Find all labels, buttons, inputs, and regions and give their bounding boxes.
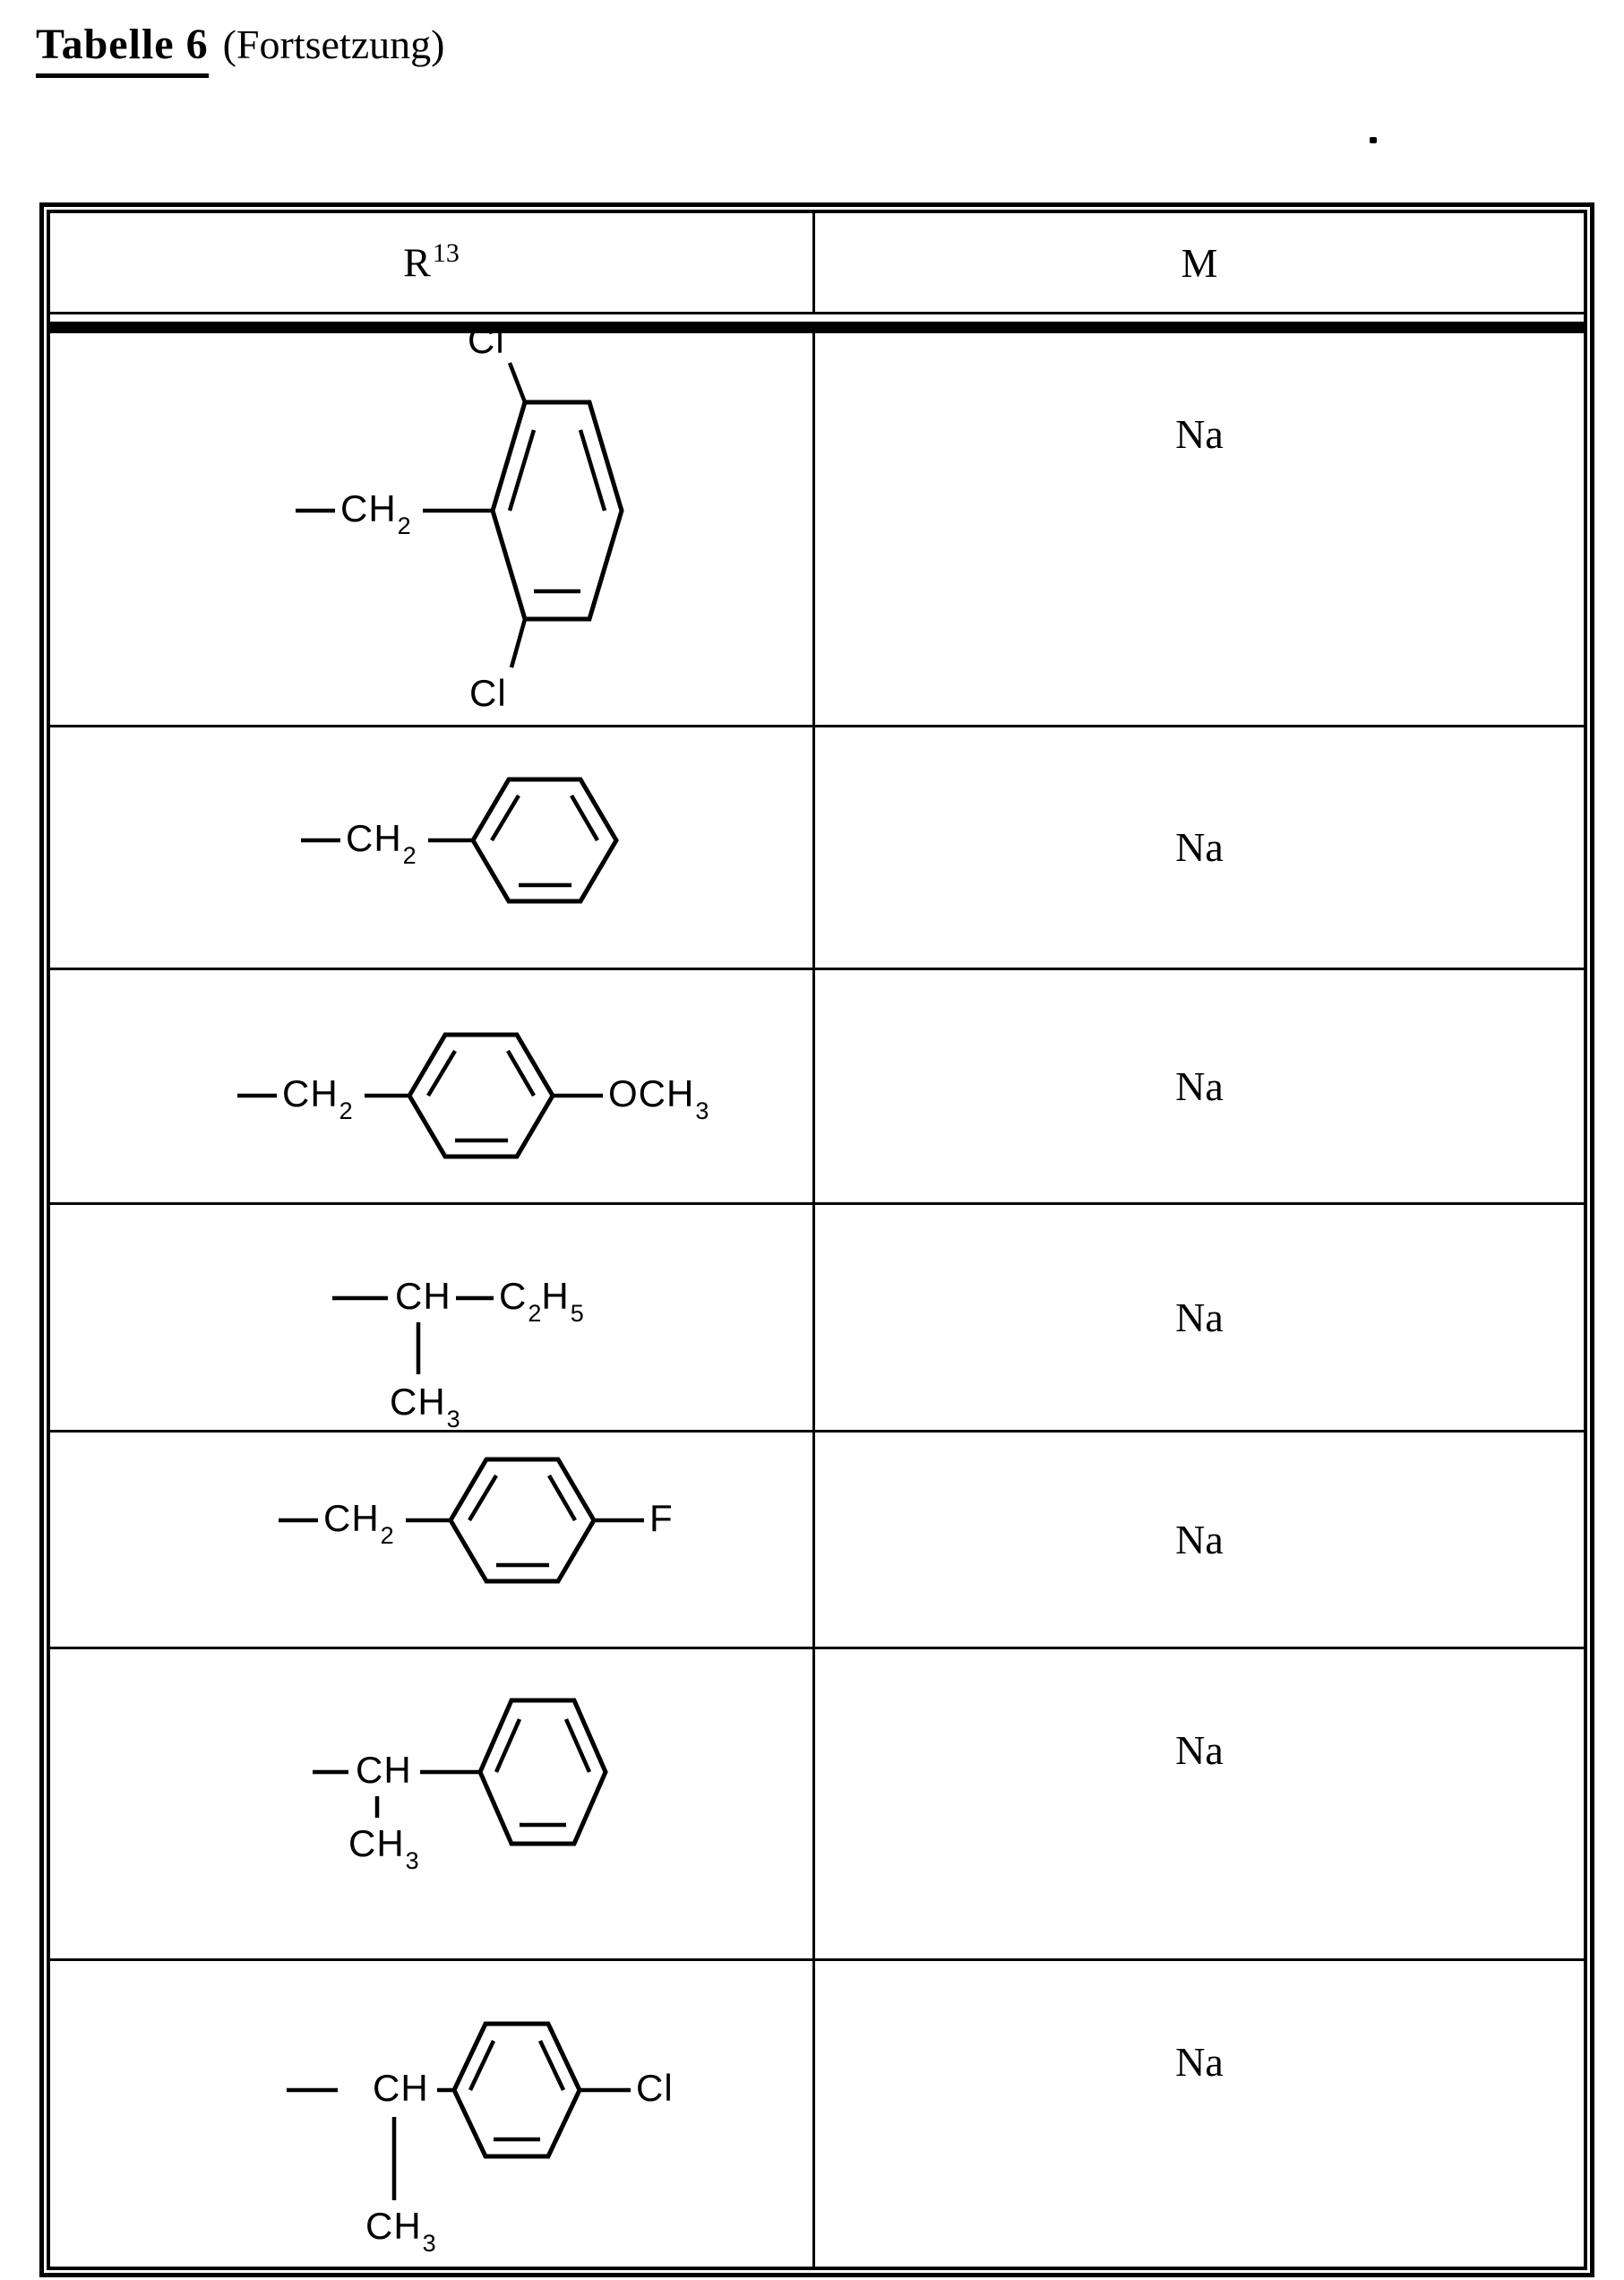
chain-label: $CH_2$: [346, 817, 417, 869]
structure-bonds: [305, 1687, 753, 1906]
benzene-ring: [454, 2024, 580, 2156]
m-cell: [815, 1433, 1584, 1647]
cl-bottom-label: Cl: [469, 672, 507, 714]
structure-benzyl: [294, 760, 670, 930]
page-title-main: Tabelle 6: [36, 20, 209, 78]
m-value: Na: [1175, 1063, 1224, 1109]
table-row: [50, 1202, 1584, 1433]
results-table: [39, 202, 1594, 2277]
chain-label: $CH_2$: [323, 1497, 394, 1549]
chain-label: $CH_2$: [282, 1072, 353, 1124]
m-cell: [815, 1205, 1584, 1430]
chain-label: $CH_2$: [340, 487, 411, 539]
m-cell: [815, 970, 1584, 1202]
header-thick-rule: [50, 322, 1584, 333]
structure-cell: [50, 1433, 815, 1647]
table-row: [50, 1430, 1584, 1647]
para-substituent-label: F: [649, 1497, 674, 1539]
chain-label: CH: [356, 1749, 412, 1791]
benzene-ring: [473, 779, 616, 901]
para-substituent-label: Cl: [636, 2067, 674, 2109]
methyl-label: $CH_3$: [348, 1822, 419, 1874]
para-substituent-label: $OCH_3$: [608, 1072, 709, 1124]
methyl-label: $CH_3$: [365, 2205, 436, 2257]
page-title: [36, 20, 444, 78]
table-row: [50, 319, 1584, 725]
header-cell-r13: [50, 213, 815, 312]
table-body: [50, 319, 1584, 2267]
m-value: Na: [1175, 1294, 1224, 1340]
m-cell: [815, 1649, 1584, 1958]
stray-mark: [1370, 137, 1377, 143]
structure-phenylethyl: [305, 1687, 753, 1906]
benzene-ring: [409, 1035, 553, 1157]
benzene-ring: [451, 1459, 594, 1581]
header-rule-gap: [50, 314, 1584, 322]
structure-secbutyl: [325, 1249, 710, 1437]
header-cell-m: [815, 213, 1584, 312]
m-value: Na: [1175, 2039, 1224, 2085]
structure-cell: [50, 1649, 815, 1958]
m-value: Na: [1175, 824, 1224, 870]
m-value: Na: [1175, 1727, 1224, 1773]
m-cell: [815, 727, 1584, 968]
structure-cell: [50, 1205, 815, 1433]
results-table-inner: [47, 210, 1587, 2270]
structure-fluorobenzyl: [271, 1440, 773, 1610]
structure-cell: [50, 1961, 815, 2267]
benzene-ring: [480, 1700, 606, 1844]
table-row: [50, 968, 1584, 1202]
m-value: Na: [1175, 411, 1224, 457]
structure-chlorophenylethyl: [279, 2005, 853, 2260]
cl-top-label: Cl: [468, 319, 505, 361]
chain-label: CH: [395, 1275, 451, 1317]
structure-methoxybenzyl: [230, 1015, 786, 1185]
ethyl-label: $C_2H_5$: [499, 1275, 584, 1327]
chain-label: CH: [373, 2067, 429, 2109]
substituent-bond: [511, 619, 525, 667]
substituent-bond: [510, 363, 525, 402]
benzene-ring: [493, 402, 622, 619]
structure-cell: [50, 970, 815, 1202]
table-header-row: [50, 213, 1584, 314]
methyl-label: $CH_3$: [390, 1381, 460, 1433]
table-row: [50, 1958, 1584, 2267]
table-row: [50, 725, 1584, 968]
structure-dichlorobenzyl: [288, 318, 683, 730]
structure-cell: [50, 319, 815, 725]
structure-cell: [50, 727, 815, 968]
m-cell: [815, 1961, 1584, 2267]
m-cell: [815, 333, 1584, 725]
table-row: [50, 1647, 1584, 1958]
header-m-label: M: [1181, 239, 1218, 286]
page-title-suffix: (Fortsetzung): [222, 22, 445, 67]
m-value: Na: [1175, 1516, 1224, 1562]
header-r13-label: $R^{13}$: [403, 238, 460, 286]
